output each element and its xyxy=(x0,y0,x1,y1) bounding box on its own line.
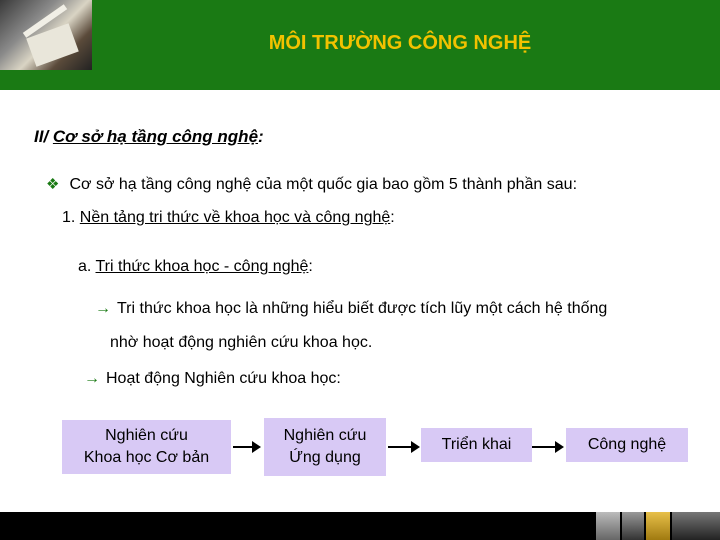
item1-suffix: : xyxy=(390,209,395,226)
flow-box-applied-research xyxy=(264,418,386,476)
arrow1-line1 xyxy=(95,300,607,318)
flow-box-basic-research xyxy=(62,420,231,474)
flow-box-line: Nghiên cứu xyxy=(105,427,188,444)
flow-box-line: Triển khai xyxy=(441,436,512,453)
item1-title: Nền tảng tri thức về khoa học và công nghệ xyxy=(79,209,391,226)
arrow1-line2: nhờ hoạt động nghiên cứu khoa học. xyxy=(110,334,373,351)
flow-box-line: Khoa học Cơ bản xyxy=(83,449,210,466)
flow-box-line: Ứng dụng xyxy=(289,449,361,466)
section-title xyxy=(34,127,264,147)
item1-line xyxy=(62,209,395,227)
flow-arrow-3 xyxy=(532,446,562,448)
section-title-text: Cơ sở hạ tầng công nghệ xyxy=(52,127,259,146)
flow-box-technology xyxy=(566,428,688,462)
arrow1-text1: Tri thức khoa học là những hiểu biết được tích lũy một cách hệ thống xyxy=(117,300,608,317)
arrow2-line xyxy=(84,370,341,388)
flow-arrow-2 xyxy=(388,446,418,448)
section-suffix: : xyxy=(258,127,264,146)
right-arrow-icon: → xyxy=(95,300,111,317)
arrow2-text: Hoạt động Nghiên cứu khoa học: xyxy=(106,370,341,387)
footer-photo-1 xyxy=(596,512,620,540)
item1-prefix: 1. xyxy=(62,209,80,226)
footer-photo-4 xyxy=(672,512,720,540)
footer-photo-3 xyxy=(646,512,670,540)
bullet-line xyxy=(46,175,577,194)
item1a-suffix: : xyxy=(308,258,313,275)
item1a-title: Tri thức khoa học - công nghệ xyxy=(95,258,309,275)
item1a-line xyxy=(78,258,313,276)
footer-photo-2 xyxy=(622,512,644,540)
section-prefix: II/ xyxy=(34,127,53,146)
flow-arrow-1 xyxy=(233,446,259,448)
page-title: MÔI TRƯỜNG CÔNG NGHỆ xyxy=(268,32,532,54)
flow-box-line: Nghiên cứu xyxy=(283,427,367,444)
bullet-text: Cơ sở hạ tầng công nghệ của một quốc gia bao gồm 5 thành phần sau: xyxy=(69,176,578,193)
right-arrow-icon: → xyxy=(84,370,100,387)
item1a-prefix: a. xyxy=(78,258,96,275)
diamond-bullet-icon: ❖ xyxy=(46,176,60,193)
flow-box-deployment xyxy=(421,428,532,462)
flow-box-line: Công nghệ xyxy=(587,436,667,453)
